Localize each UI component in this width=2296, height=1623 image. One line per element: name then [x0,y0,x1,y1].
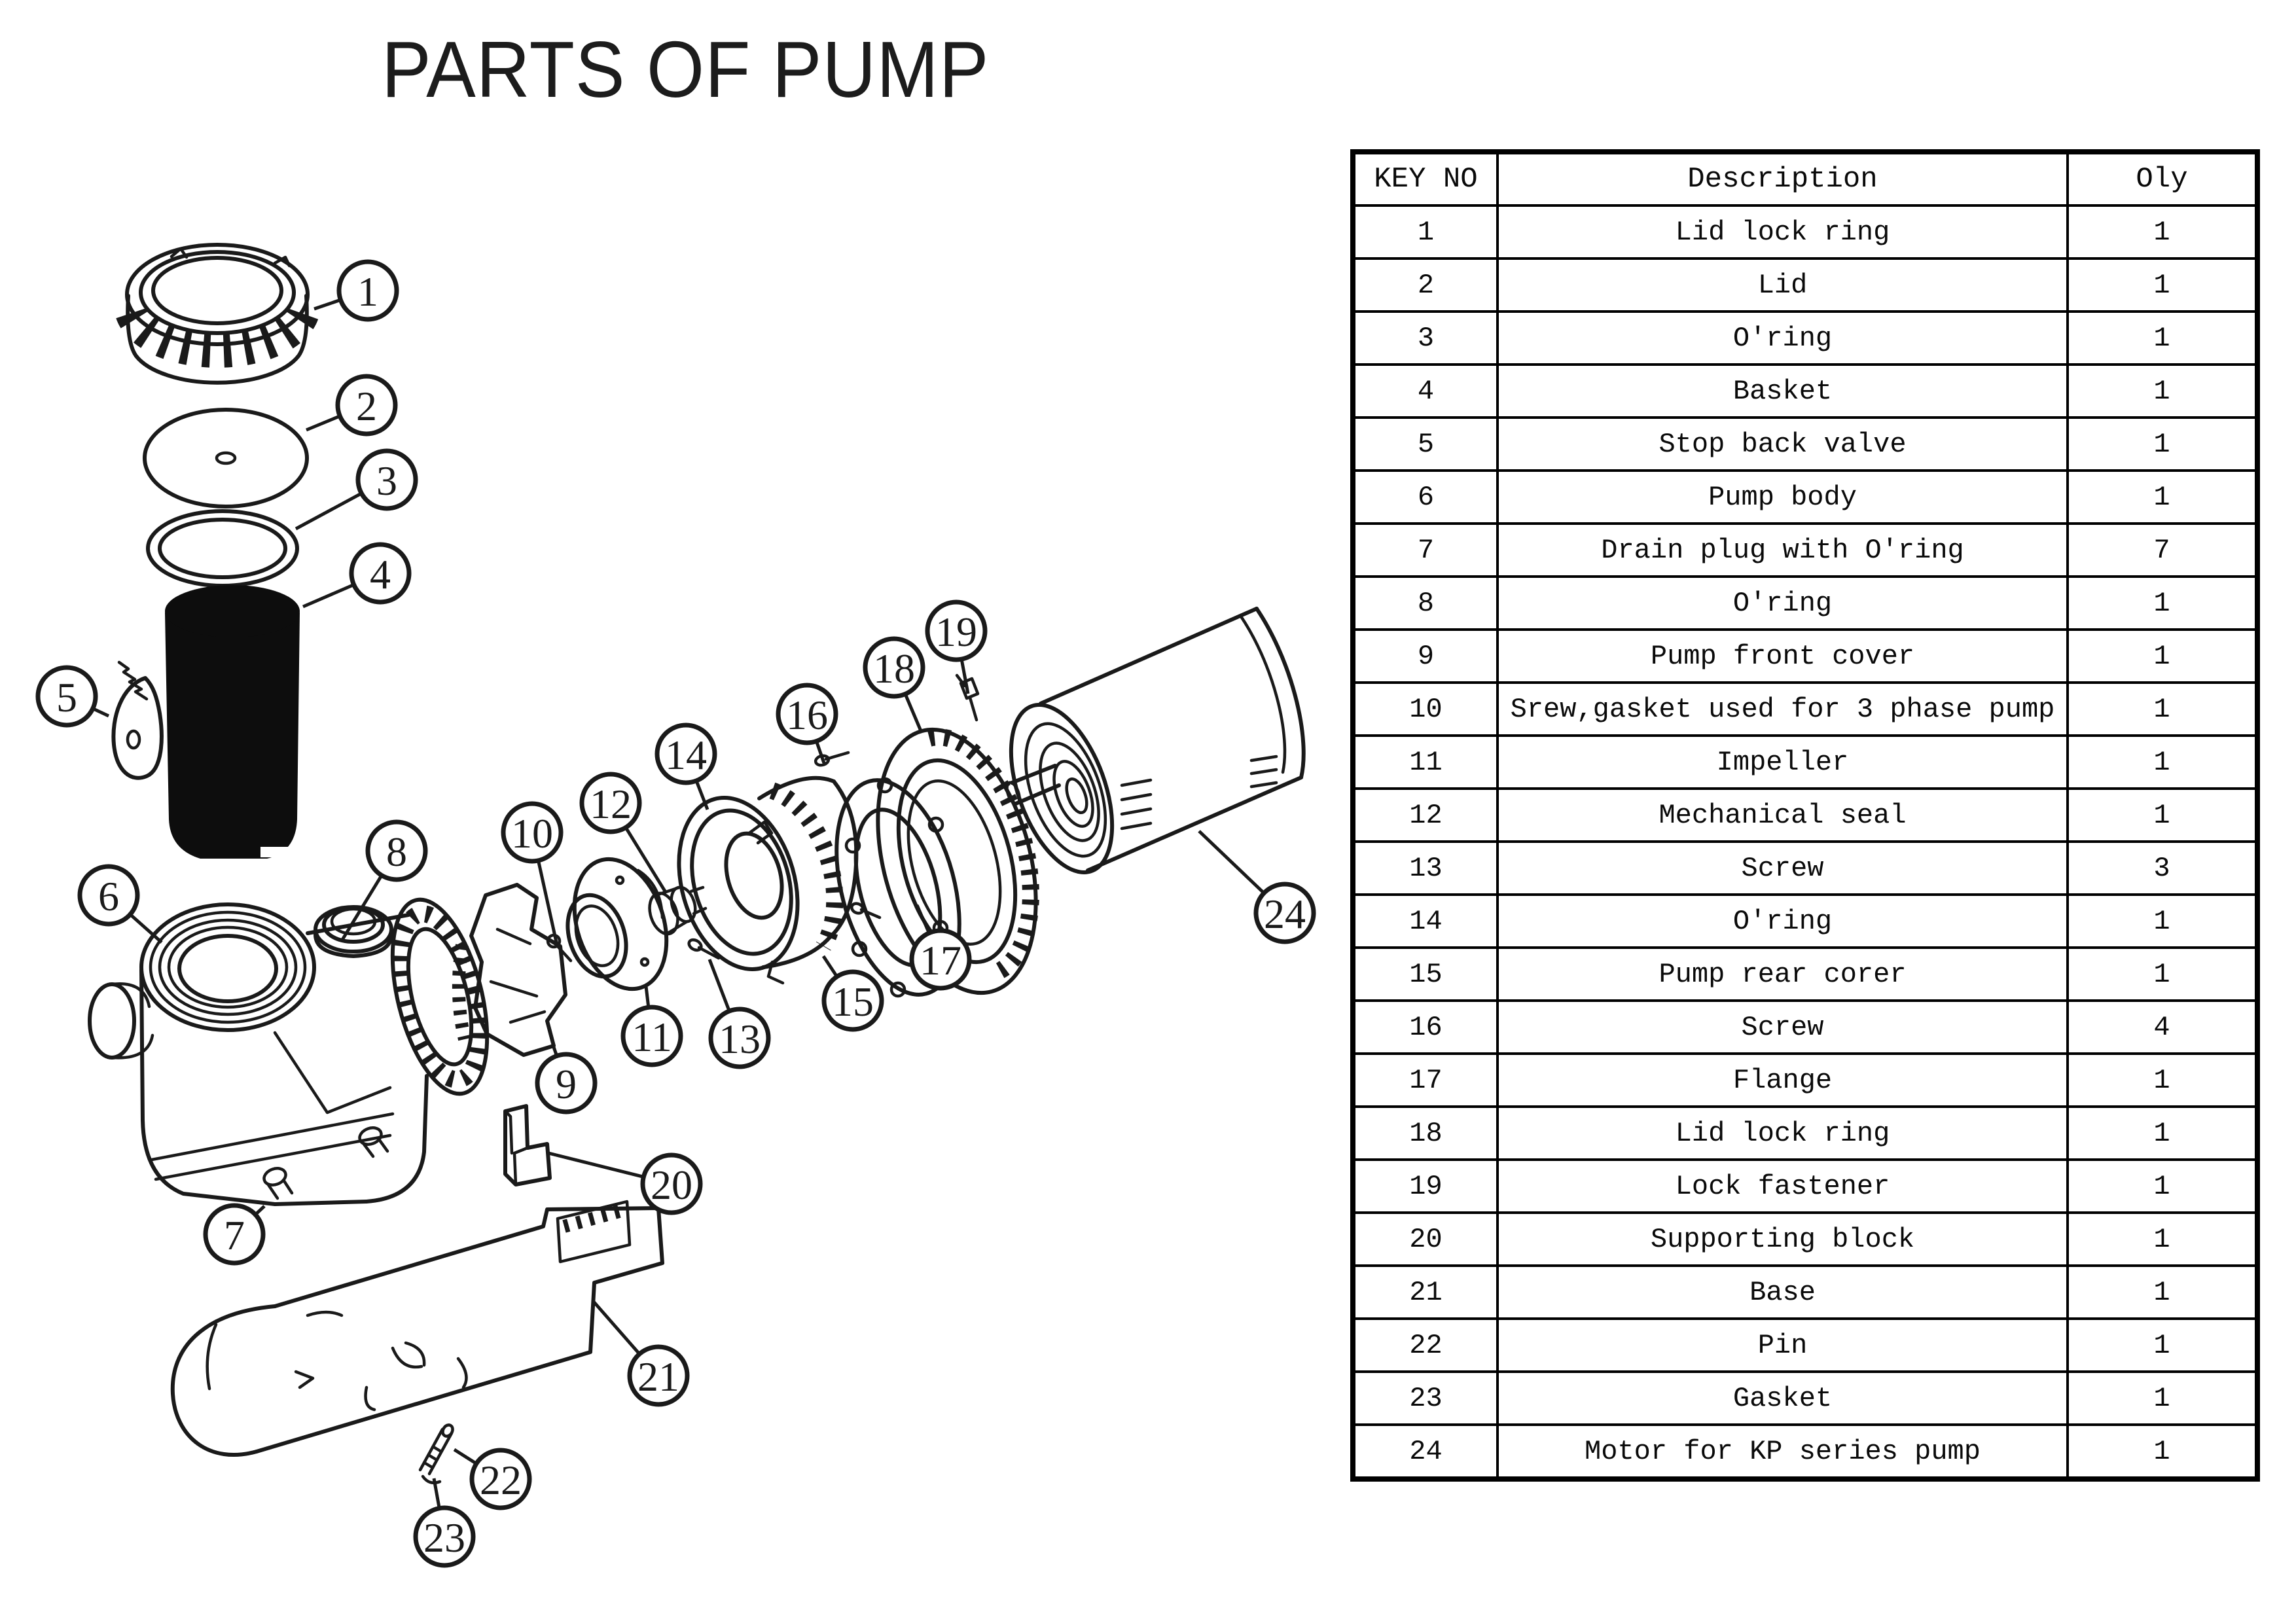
cell-key-no: 16 [1353,1001,1498,1054]
callout-number-5: 5 [56,674,77,721]
cell-qty: 1 [2068,1213,2257,1266]
cell-qty: 1 [2068,259,2257,312]
part-lid [145,410,307,507]
cell-description: Pin [1498,1319,2068,1372]
part-lid-lock-ring [127,245,308,383]
part-pin [420,1423,455,1474]
part-supporting-block [505,1106,550,1185]
cell-key-no: 3 [1353,312,1498,365]
callout-number-2: 2 [356,383,377,430]
parts-table-body [1353,205,2257,1479]
cell-qty: 1 [2068,1372,2257,1425]
cell-qty: 1 [2068,205,2257,259]
cell-qty: 1 [2068,948,2257,1001]
cell-key-no: 4 [1353,365,1498,418]
table-row [1353,418,2257,471]
cell-description: Srew,gasket used for 3 phase pump [1498,683,2068,736]
cell-description: O'ring [1498,312,2068,365]
table-row [1353,471,2257,524]
part-basket [165,585,300,859]
cell-qty: 1 [2068,1319,2257,1372]
cell-qty: 1 [2068,312,2257,365]
cell-qty: 1 [2068,683,2257,736]
cell-qty: 1 [2068,365,2257,418]
callout-number-14: 14 [665,732,707,779]
callout-number-22: 22 [480,1457,522,1504]
callout-number-13: 13 [719,1016,761,1063]
cell-key-no: 8 [1353,577,1498,630]
cell-key-no: 14 [1353,895,1498,948]
table-row [1353,948,2257,1001]
cell-key-no: 12 [1353,789,1498,842]
cell-qty: 1 [2068,1160,2257,1213]
callout-number-15: 15 [832,978,874,1026]
table-row [1353,1266,2257,1319]
callout-number-17: 17 [920,937,961,984]
cell-qty: 1 [2068,471,2257,524]
cell-description: Drain plug with O'ring [1498,524,2068,577]
callout-number-12: 12 [590,781,632,828]
cell-key-no: 5 [1353,418,1498,471]
table-row [1353,895,2257,948]
cell-key-no: 24 [1353,1425,1498,1479]
cell-description: Lid [1498,259,2068,312]
cell-description: Screw [1498,842,2068,895]
cell-description: Pump rear corer [1498,948,2068,1001]
cell-description: Supporting block [1498,1213,2068,1266]
cell-description: Base [1498,1266,2068,1319]
table-row [1353,577,2257,630]
table-row [1353,524,2257,577]
cell-key-no: 19 [1353,1160,1498,1213]
part-o-ring-port [315,907,391,956]
column-header-key-no: KEY NO [1353,152,1498,205]
cell-key-no: 7 [1353,524,1498,577]
cell-description: Pump body [1498,471,2068,524]
table-row [1353,1213,2257,1266]
cell-key-no: 17 [1353,1054,1498,1107]
part-stop-back-valve [113,662,161,778]
cell-key-no: 22 [1353,1319,1498,1372]
callout-number-24: 24 [1264,891,1306,938]
cell-description: Gasket [1498,1372,2068,1425]
cell-description: Flange [1498,1054,2068,1107]
table-row [1353,365,2257,418]
cell-key-no: 1 [1353,205,1498,259]
page-title: PARTS OF PUMP [382,25,990,114]
cell-key-no: 23 [1353,1372,1498,1425]
table-row [1353,312,2257,365]
callout-number-20: 20 [651,1162,692,1209]
cell-qty: 1 [2068,789,2257,842]
part-pump-rear-cover [660,778,856,984]
table-row [1353,1107,2257,1160]
callout-number-16: 16 [786,692,828,739]
table-row [1353,1425,2257,1479]
cell-key-no: 10 [1353,683,1498,736]
cell-description: Pump front cover [1498,630,2068,683]
callout-number-9: 9 [556,1061,577,1108]
cell-qty: 1 [2068,577,2257,630]
cell-description: Impeller [1498,736,2068,789]
cell-qty: 1 [2068,1107,2257,1160]
part-motor [991,609,1304,885]
callout-number-6: 6 [98,873,119,920]
cell-description: Lock fastener [1498,1160,2068,1213]
column-header-description: Description [1498,152,2068,205]
column-header-qty: Oly [2068,152,2257,205]
callout-number-7: 7 [224,1212,245,1259]
part-pump-body [90,890,505,1204]
parts-table [1350,149,2260,1482]
cell-description: Lid lock ring [1498,1107,2068,1160]
cell-description: Screw [1498,1001,2068,1054]
callout-number-19: 19 [935,609,977,656]
cell-key-no: 2 [1353,259,1498,312]
cell-qty: 1 [2068,1054,2257,1107]
table-header-row [1353,152,2257,205]
table-row [1353,1319,2257,1372]
callout-number-11: 11 [632,1014,672,1061]
cell-key-no: 21 [1353,1266,1498,1319]
callout-number-8: 8 [386,829,407,876]
cell-description: Motor for KP series pump [1498,1425,2068,1479]
callout-number-23: 23 [423,1514,465,1561]
callout-number-4: 4 [370,551,391,598]
table-row [1353,1001,2257,1054]
cell-key-no: 20 [1353,1213,1498,1266]
table-row [1353,259,2257,312]
part-o-ring-lid [148,511,297,586]
cell-qty: 1 [2068,736,2257,789]
cell-qty: 1 [2068,418,2257,471]
table-row [1353,1054,2257,1107]
table-row [1353,842,2257,895]
cell-key-no: 18 [1353,1107,1498,1160]
cell-description: Lid lock ring [1498,205,2068,259]
callout-number-21: 21 [637,1353,679,1400]
cell-qty: 4 [2068,1001,2257,1054]
part-impeller [558,847,682,1001]
cell-key-no: 13 [1353,842,1498,895]
cell-key-no: 11 [1353,736,1498,789]
table-row [1353,789,2257,842]
callout-number-1: 1 [357,268,378,315]
callout-number-10: 10 [511,810,553,857]
cell-description: O'ring [1498,577,2068,630]
cell-qty: 1 [2068,895,2257,948]
cell-qty: 1 [2068,1266,2257,1319]
cell-qty: 7 [2068,524,2257,577]
cell-description: Basket [1498,365,2068,418]
cell-description: O'ring [1498,895,2068,948]
cell-description: Mechanical seal [1498,789,2068,842]
callout-number-18: 18 [873,645,915,692]
table-row [1353,683,2257,736]
table-row [1353,630,2257,683]
table-row [1353,1372,2257,1425]
table-row [1353,736,2257,789]
table-row [1353,205,2257,259]
part-gasket [423,1476,440,1483]
cell-qty: 1 [2068,630,2257,683]
cell-key-no: 15 [1353,948,1498,1001]
cell-key-no: 9 [1353,630,1498,683]
cell-key-no: 6 [1353,471,1498,524]
callout-number-3: 3 [376,457,397,505]
cell-qty: 3 [2068,842,2257,895]
cell-description: Stop back valve [1498,418,2068,471]
table-row [1353,1160,2257,1213]
cell-qty: 1 [2068,1425,2257,1479]
